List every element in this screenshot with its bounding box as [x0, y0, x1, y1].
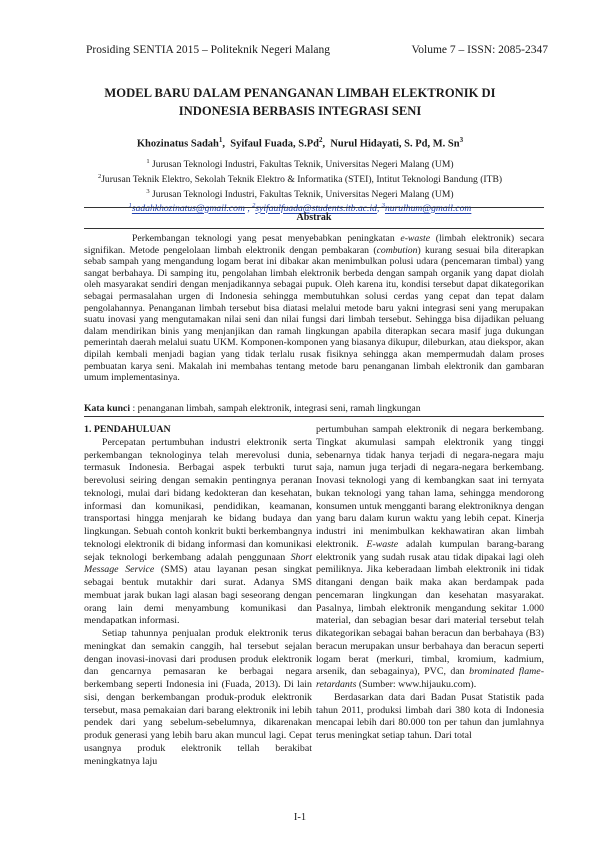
abstract-top-rule [84, 207, 544, 208]
right-paragraph-2: Berdasarkan data dari Badan Pusat Statistik pada tahun 2011, produksi limbah dari 380 kota di Indonesia mencapai lebih dari 80.000 ton per tahun dan jumlahnya terus meningkat setiap tahun. Dari total [316, 691, 544, 741]
author-2-sup: 2 [318, 136, 323, 144]
abstract-em-1: e-waste [400, 233, 430, 244]
email-2-sup: 2 [252, 202, 256, 210]
abstract-em-2: combution [376, 244, 418, 256]
left-p1-text-a: Percepatan pertumbuhan industri elektronik serta perkembangan teknologinya telah merevolusi dunia, termasuk Indonesia. Berbagai aspek terbukti turut berevolusi seiring dengan semakin pentingnya peranan teknologi, mulai dari bidang kedokteran dan kesehatan, informasi dan komunikasi, pendidikan, keamanan, transportasi hingga menjarah ke bidang budaya dan lingkungan. Sebuah contoh konkrit bukti berkembangnya teknologi elektronik di bidang informasi dan komunikasi sejak teknologi berkembang adalah penggunaan [84, 436, 312, 563]
author-1: Khozinatus Sadah [136, 138, 219, 150]
affiliation-2 [40, 171, 560, 186]
section-heading-introduction: 1. PENDAHULUAN [84, 424, 171, 435]
left-paragraph-1 [84, 437, 312, 628]
affiliation-1 [40, 156, 560, 171]
affiliation-3 [40, 186, 560, 201]
author-2: Syifaul Fuada, S.Pd [230, 138, 319, 150]
page-number: I-1 [293, 812, 307, 823]
author-list: Khozinatus Sadah$^1$, Syifaul Fuada, S.Pd$^2$, Nurul Hidayati, S. Pd, M. Sn$^3$ [136, 136, 464, 150]
right-p1-text-b: adalah kumpulan barang-barang elektronik yang sudah rusak atau tidak dipakai lagi oleh pemiliknya. Jika keberadaan limbah elektronik ini tidak ditangani dengan baik maka akan berdampak pada pencemaran lingkungan dan kesehatan masyarakat. Pasalnya, limbah elektronik mengandung sekitar 1.000 material, dan sebagian besar dari material tersebut telah dikategorikan sebagai bahan beracun dan berbahaya (B3) beracun merupakan unsur berbahaya dan beracun seperti logam berat (merkuri, timbal, kromium, kadmium, arsenik, dan sebagainya), PVC, dan [316, 538, 544, 678]
email-link-3[interactable]: nurulhum@gmail.com [384, 203, 472, 215]
left-p1-em: Short Message Service [84, 551, 312, 576]
header-conference: Prosiding SENTIA 2015 – Politeknik Negeri Malang [86, 44, 331, 56]
abstract-text-1: Perkembangan teknologi yang pesat menyebabkan peningkatan [132, 233, 401, 244]
email-separator-2: , [376, 203, 382, 215]
abstract-body [84, 233, 544, 384]
right-p1-em-2: brominated flame-retardants [316, 666, 544, 690]
right-p1-text-a: pertumbuhan sampah elektronik di negara berkembang. Tingkat akumulasi sampah elektronik yang tinggi sebenarnya tidak hanya terjadi di negara-negara maju saja, namun juga terjadi di negara-negara berkembang. Inovasi teknologi yang di kembangkan saat ini ternyata bukan teknologi yang tahan lama, sehingga mendorong konsumen untuk mengganti barang elektroniknya dengan yang baru dalam kurun waktu yang lebih cepat. Kinerja industri ini menimbulkan kekhawatiran akan limbah elektronik. [316, 424, 544, 550]
right-p1-text-c: (Sumber: www.hijauku.com). [356, 679, 477, 690]
left-p1-text-b: (SMS) atau layanan pesan singkat sebagai bentuk mutakhir dari surat. Adanya SMS membuat jarak bukan lagi alasan bagi seseorang dengan orang lain demi menyambung komunikasi dan mendapatkan informasi. [84, 564, 312, 627]
affiliation-3-text: Jurusan Teknologi Industri, Fakultas Teknik, Universitas Negeri Malang (UM) [149, 188, 454, 200]
email-link-1[interactable]: sadahkhozinatus@gmail.com [131, 203, 245, 215]
keywords-label: Kata kunci [84, 403, 131, 414]
email-link-2[interactable]: syifaulfuada@students.itb.ac.id [255, 203, 377, 215]
right-p1-em: E-waste [366, 538, 399, 550]
author-3: Nurul Hidayati, S. Pd, M. Sn [330, 138, 460, 150]
abstract-text-3: ) kurang sesuai bila diterapkan sebab sampah yang mengandung logam berat ini dibakar akan menimbulkan polusi udara (pencemaran timbal) yang sangat berbahaya. Di samping itu, pengolahan limbah elektronik berbeda dengan sampah organik yang dapat diolah oleh masyarakat sendiri dengan menjadikannya sebagai pupuk. Oleh karena itu, kondisi tersebut dapat dikategorikan sebagai permasalahan urgen di Indonesia sehingga membutuhkan solusi cerdas yang cepat dan tepat dalam pengolahannya. Penanganan limbah tersebut bisa diatasi melalui metode baru yakni integrasi seni yang merupakan suatu inovasi yang mengutamakan nilai seni dan nilai fungsi dari limbah tersebut. Sehingga bisa dijadikan peluang dalam mendirikan binis yang menjanjikan dan ramah lingkungan apabila diterapkan secara masif juga dukungan pemerintah daerah melalui suatu UKM. Komponen-komponen yang biasanya dikupur, dileburkan, atau diekspor, akan dipilah kembali menjadi bagian yang tidak terlalu rusak fisiknya sehingga akan mempermudah dalam proses pembuatan karya seni. Makalah ini membahas tentang metode baru penanganan limbah elektronik dan gambaran umum implementasinya. [84, 244, 545, 384]
abstract-heading: Abstrak [296, 212, 332, 223]
keywords [84, 403, 544, 414]
affiliation-2-text: Jurusan Teknik Elektro, Sekolah Teknik Elektro & Informatika (STEI), Intitut Teknologi Bandung (ITB) [101, 173, 503, 185]
author-1-sup: 1 [218, 136, 223, 144]
paper-title [60, 84, 540, 120]
author-3-sup: 3 [459, 136, 464, 144]
abstract-text-2: (limbah elektronik) secara signifikan. Metode pengelolaan limbah elektronik dengan pembakaran ( [84, 233, 545, 256]
email-3-sup: 3 [381, 202, 385, 210]
keywords-text: : penanganan limbah, sampah elektronik, integrasi seni, ramah lingkungan [130, 403, 421, 414]
right-paragraph-1 [316, 424, 544, 692]
affiliation-1-sup: 1 [146, 158, 150, 165]
email-1-sup: 1 [128, 202, 132, 210]
right-column [316, 424, 544, 743]
affiliation-1-text: Jurusan Teknologi Industri, Fakultas Teknik, Universitas Negeri Malang (UM) [149, 159, 454, 171]
abstract-heading-rule [84, 228, 544, 229]
title-line-1: MODEL BARU DALAM PENANGANAN LIMBAH ELEKTRONIK DI [104, 86, 496, 100]
keywords-rule [84, 416, 544, 417]
left-column [84, 424, 312, 768]
title-line-2: INDONESIA BERBASIS INTEGRASI SENI [178, 104, 422, 118]
left-paragraph-2: Setiap tahunnya penjualan produk elektronik terus meningkat dan semakin canggih, hal tersebut sejalan dengan inovasi-inovasi dari produsen produk elektronik dan gencarnya pemasaran ke berbagai negara berkembang seperti Indonesia ini (Fuada, 2013). Di lain sisi, dengan berkembangan produk-produk elektronik tersebut, masa pemakaian dari barang elektronik ini lebih pendek dari yang sebelum-sebelumnya, dikarenakan produk generasi yang lebih baru akan muncul lagi. Cepat usangnya produk elektronik tellah berakibat meningkatnya laju [84, 628, 312, 767]
affiliation-3-sup: 3 [146, 187, 150, 195]
email-separator-1: , [244, 203, 253, 215]
affiliation-2-sup: 2 [97, 172, 102, 180]
header-volume-issn: Volume 7 – ISSN: 2085-2347 [411, 44, 548, 56]
